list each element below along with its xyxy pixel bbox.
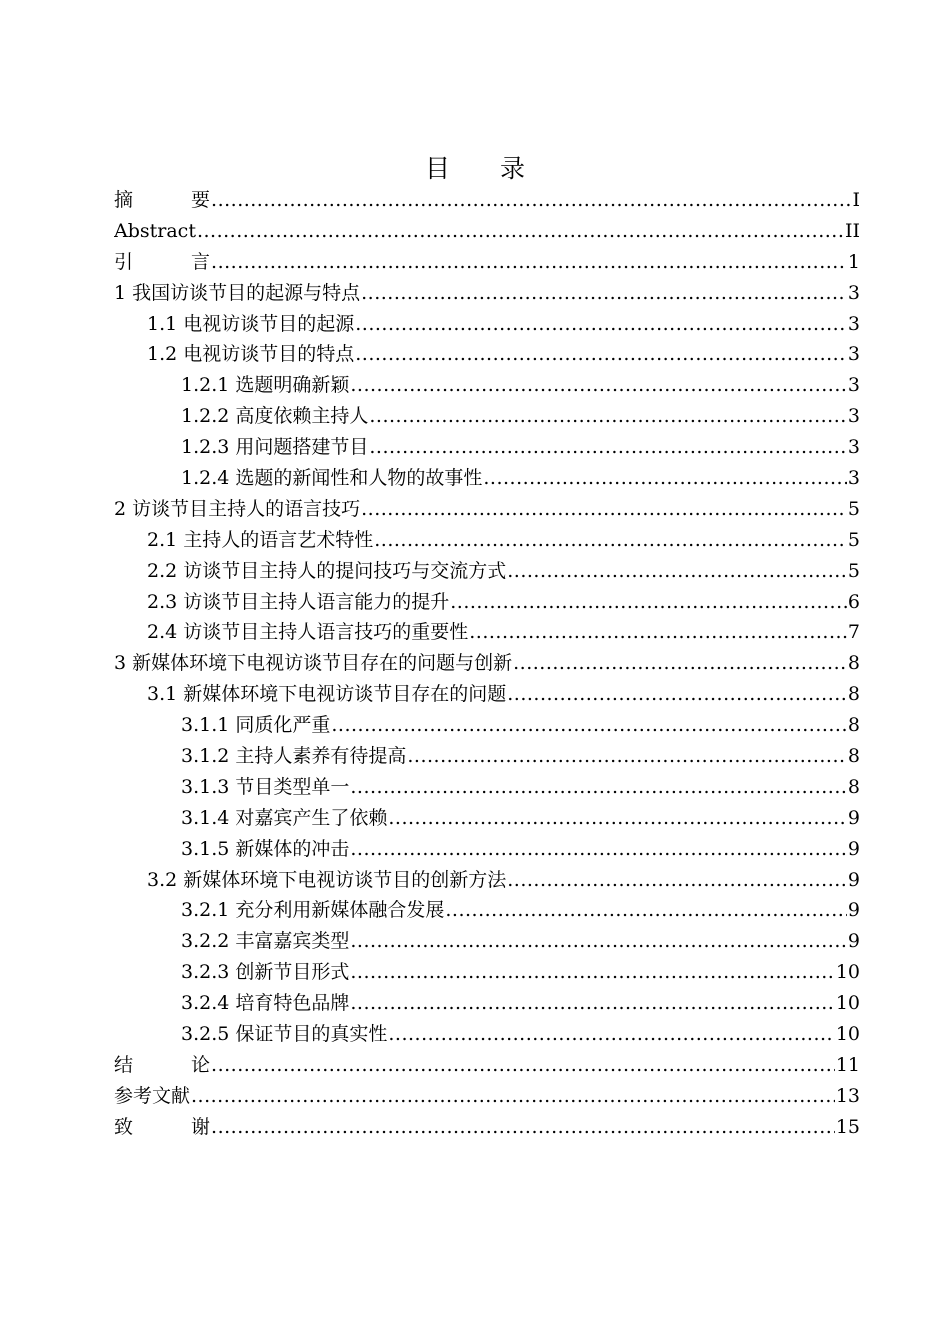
toc-page-number: 10 bbox=[835, 1023, 860, 1046]
toc-dot-leader bbox=[350, 370, 847, 401]
toc-entry-section-2-4[interactable] bbox=[114, 617, 860, 648]
toc-entry-abstract-en[interactable] bbox=[114, 216, 860, 247]
toc-entry-section-2-1[interactable] bbox=[114, 525, 860, 556]
toc-entry-chapter-3[interactable] bbox=[114, 648, 860, 679]
toc-entry-section-3-1[interactable] bbox=[114, 679, 860, 710]
toc-entry-label: 3.2.5 保证节目的真实性 bbox=[181, 1023, 388, 1046]
toc-entry-label: 2.3 访谈节目主持人语言能力的提升 bbox=[147, 590, 450, 613]
toc-dot-leader bbox=[369, 432, 847, 463]
toc-page-number: 5 bbox=[847, 528, 860, 551]
toc-page-number: 3 bbox=[847, 436, 860, 459]
toc-page-number: 5 bbox=[847, 559, 860, 582]
toc-page-number: 3 bbox=[847, 405, 860, 428]
toc-entry-label: 3.2 新媒体环境下电视访谈节目的创新方法 bbox=[147, 868, 507, 891]
toc-dot-leader bbox=[507, 556, 847, 587]
table-of-contents bbox=[114, 185, 860, 1143]
toc-entry-section-3-2-1[interactable] bbox=[114, 895, 860, 926]
toc-page-number: 11 bbox=[835, 1053, 860, 1076]
toc-entry-label: 3.2.3 创新节目形式 bbox=[181, 961, 350, 984]
toc-entry-section-3-1-1[interactable] bbox=[114, 710, 860, 741]
toc-entry-label: 结 论 bbox=[114, 1053, 211, 1076]
toc-entry-chapter-2[interactable] bbox=[114, 494, 860, 525]
toc-entry-references[interactable] bbox=[114, 1081, 860, 1112]
toc-dot-leader bbox=[369, 401, 847, 432]
toc-entry-label: 1.2.4 选题的新闻性和人物的故事性 bbox=[181, 467, 483, 489]
toc-entry-section-3-2[interactable] bbox=[114, 865, 860, 896]
toc-dot-leader bbox=[361, 494, 847, 525]
toc-entry-section-3-2-5[interactable] bbox=[114, 1019, 860, 1050]
toc-entry-section-3-1-5[interactable] bbox=[114, 834, 860, 865]
toc-page-number: 3 bbox=[847, 312, 860, 335]
toc-dot-leader bbox=[407, 741, 847, 772]
toc-page-number: 13 bbox=[835, 1084, 860, 1107]
toc-page-number: 9 bbox=[847, 930, 860, 953]
toc-entry-section-3-2-4[interactable] bbox=[114, 988, 860, 1019]
toc-dot-leader bbox=[331, 710, 847, 741]
toc-entry-label: 1.2 电视访谈节目的特点 bbox=[147, 343, 355, 366]
toc-page-number: 8 bbox=[847, 683, 860, 706]
toc-entry-section-3-1-4[interactable] bbox=[114, 803, 860, 834]
toc-dot-leader bbox=[350, 772, 847, 803]
toc-dot-leader bbox=[355, 339, 847, 370]
toc-dot-leader bbox=[211, 1050, 835, 1081]
toc-entry-label: 3 新媒体环境下电视访谈节目存在的问题与创新 bbox=[114, 652, 513, 675]
toc-entry-label: 1.2.2 高度依赖主持人 bbox=[181, 405, 369, 428]
toc-page-number: 3 bbox=[847, 467, 860, 489]
toc-entry-acknowledgements[interactable] bbox=[114, 1112, 860, 1143]
toc-dot-leader bbox=[197, 216, 844, 247]
toc-dot-leader bbox=[211, 185, 851, 216]
toc-page-number: 5 bbox=[847, 497, 860, 520]
toc-entry-label: 致 谢 bbox=[114, 1115, 211, 1138]
toc-entry-section-3-1-2[interactable] bbox=[114, 741, 860, 772]
toc-page-number: 8 bbox=[847, 745, 860, 768]
toc-page-number: 9 bbox=[847, 806, 860, 829]
toc-entry-chapter-1[interactable] bbox=[114, 278, 860, 309]
toc-title-char-1: 目 bbox=[424, 154, 450, 183]
toc-entry-abstract-cn[interactable] bbox=[114, 185, 860, 216]
toc-dot-leader bbox=[361, 278, 847, 309]
toc-entry-section-2-2[interactable] bbox=[114, 556, 860, 587]
toc-dot-leader bbox=[388, 1019, 834, 1050]
toc-dot-leader bbox=[483, 463, 847, 494]
toc-entry-label: 3.2.2 丰富嘉宾类型 bbox=[181, 930, 350, 953]
toc-entry-label: 1 我国访谈节目的起源与特点 bbox=[114, 281, 361, 304]
toc-entry-label: 1.2.3 用问题搭建节目 bbox=[181, 436, 369, 459]
toc-entry-section-1-2-1[interactable] bbox=[114, 370, 860, 401]
toc-page-number: 8 bbox=[847, 652, 860, 675]
toc-entry-section-1-2-4[interactable] bbox=[114, 463, 860, 494]
toc-dot-leader bbox=[469, 617, 847, 648]
toc-page-number: 1 bbox=[847, 250, 860, 273]
toc-entry-label: 3.1.4 对嘉宾产生了依赖 bbox=[181, 806, 388, 829]
toc-entry-label: 3.1.2 主持人素养有待提高 bbox=[181, 745, 407, 768]
toc-entry-label: 2.4 访谈节目主持人语言技巧的重要性 bbox=[147, 621, 469, 644]
toc-entry-label: 2.2 访谈节目主持人的提问技巧与交流方式 bbox=[147, 559, 507, 582]
toc-dot-leader bbox=[388, 803, 847, 834]
toc-entry-label: 2.1 主持人的语言艺术特性 bbox=[147, 528, 374, 551]
toc-dot-leader bbox=[507, 679, 847, 710]
toc-dot-leader bbox=[374, 525, 847, 556]
toc-title bbox=[0, 152, 950, 186]
toc-page-number: 3 bbox=[847, 374, 860, 397]
toc-dot-leader bbox=[355, 309, 847, 340]
toc-dot-leader bbox=[350, 957, 834, 988]
toc-entry-label: 2 访谈节目主持人的语言技巧 bbox=[114, 497, 361, 520]
toc-entry-section-1-2-3[interactable] bbox=[114, 432, 860, 463]
toc-page-number: 10 bbox=[835, 992, 860, 1015]
toc-page-number: 8 bbox=[847, 775, 860, 798]
toc-page-number: 9 bbox=[847, 899, 860, 922]
toc-entry-section-1-1[interactable] bbox=[114, 309, 860, 340]
toc-page-number: 6 bbox=[847, 590, 860, 613]
toc-dot-leader bbox=[513, 648, 847, 679]
toc-page-number: 3 bbox=[847, 343, 860, 366]
toc-entry-label: Abstract bbox=[114, 219, 196, 242]
toc-page-number: 9 bbox=[847, 837, 860, 860]
toc-dot-leader bbox=[350, 834, 847, 865]
toc-dot-leader bbox=[191, 1081, 835, 1112]
toc-dot-leader bbox=[350, 926, 847, 957]
toc-page-number: 7 bbox=[847, 621, 860, 644]
toc-entry-section-2-3[interactable] bbox=[114, 587, 860, 618]
toc-entry-label: 1.1 电视访谈节目的起源 bbox=[147, 312, 355, 335]
toc-entry-label: 3.2.4 培育特色品牌 bbox=[181, 992, 350, 1015]
toc-page-number: II bbox=[844, 219, 860, 242]
toc-dot-leader bbox=[445, 895, 847, 926]
toc-page-number: I bbox=[852, 188, 860, 211]
toc-entry-label: 3.1.1 同质化严重 bbox=[181, 714, 331, 737]
toc-page-number: 8 bbox=[847, 714, 860, 737]
toc-dot-leader bbox=[350, 988, 834, 1019]
toc-dot-leader bbox=[211, 1112, 835, 1143]
toc-entry-conclusion[interactable] bbox=[114, 1050, 860, 1081]
toc-page-number: 9 bbox=[847, 868, 860, 891]
toc-entry-label: 引 言 bbox=[114, 250, 211, 273]
toc-dot-leader bbox=[450, 587, 847, 618]
toc-title-char-2: 录 bbox=[500, 154, 526, 183]
toc-dot-leader bbox=[507, 865, 847, 896]
toc-entry-section-3-1-3[interactable] bbox=[114, 772, 860, 803]
toc-page-number: 10 bbox=[835, 961, 860, 984]
toc-dot-leader bbox=[211, 247, 847, 278]
toc-entry-section-3-2-2[interactable] bbox=[114, 926, 860, 957]
toc-entry-section-1-2-2[interactable] bbox=[114, 401, 860, 432]
toc-entry-introduction[interactable] bbox=[114, 247, 860, 278]
toc-entry-label: 参考文献 bbox=[114, 1084, 191, 1107]
toc-entry-label: 3.1.5 新媒体的冲击 bbox=[181, 837, 350, 860]
toc-entry-label: 3.1.3 节目类型单一 bbox=[181, 775, 350, 798]
toc-entry-label: 3.1 新媒体环境下电视访谈节目存在的问题 bbox=[147, 683, 507, 706]
toc-entry-section-3-2-3[interactable] bbox=[114, 957, 860, 988]
toc-page-number: 3 bbox=[847, 281, 860, 304]
toc-page-number: 15 bbox=[835, 1115, 860, 1138]
toc-entry-label: 3.2.1 充分利用新媒体融合发展 bbox=[181, 899, 445, 922]
toc-entry-label: 摘 要 bbox=[114, 188, 211, 211]
toc-entry-label: 1.2.1 选题明确新颖 bbox=[181, 374, 350, 397]
toc-entry-section-1-2[interactable] bbox=[114, 339, 860, 370]
